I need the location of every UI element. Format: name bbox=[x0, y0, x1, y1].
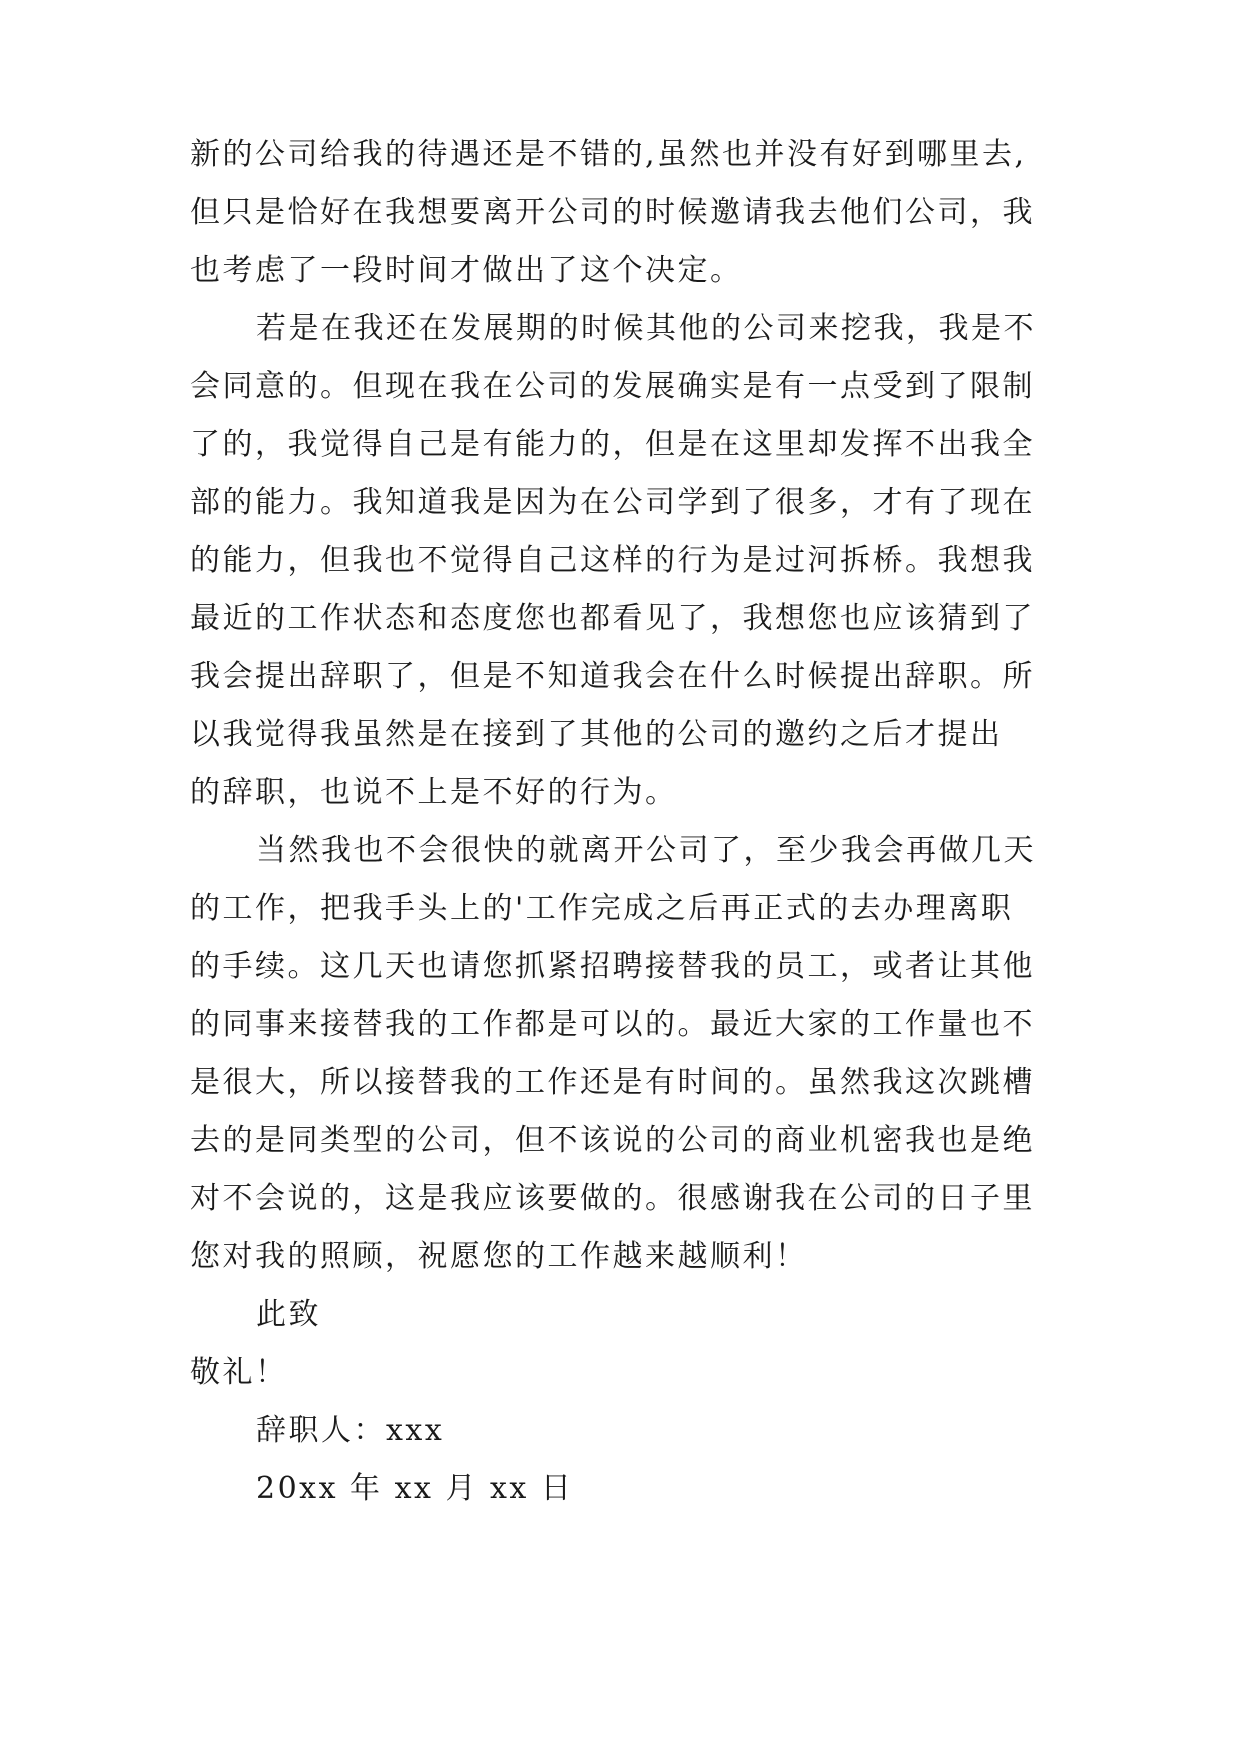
paragraph-3-line-4: 的同事来接替我的工作都是可以的。最近大家的工作量也不 bbox=[190, 1007, 1035, 1042]
closing-line: 此致 bbox=[256, 1297, 321, 1332]
paragraph-1-line-2: 但只是恰好在我想要离开公司的时候邀请我去他们公司，我 bbox=[190, 195, 1035, 230]
paragraph-3-line-8: 您对我的照顾，祝愿您的工作越来越顺利！ bbox=[190, 1239, 808, 1274]
paragraph-3-line-6: 去的是同类型的公司，但不该说的公司的商业机密我也是绝 bbox=[190, 1123, 1035, 1158]
paragraph-2-line-9: 的辞职，也说不上是不好的行为。 bbox=[190, 775, 678, 810]
paragraph-3-line-7: 对不会说的，这是我应该要做的。很感谢我在公司的日子里 bbox=[190, 1181, 1035, 1216]
paragraph-2-line-4: 部的能力。我知道我是因为在公司学到了很多，才有了现在 bbox=[190, 485, 1035, 520]
paragraph-2-line-1: 若是在我还在发展期的时候其他的公司来挖我，我是不 bbox=[256, 311, 1036, 346]
paragraph-1-line-3: 也考虑了一段时间才做出了这个决定。 bbox=[190, 253, 743, 288]
paragraph-1-line-1: 新的公司给我的待遇还是不错的,虽然也并没有好到哪里去, bbox=[190, 137, 1027, 172]
paragraph-3-line-2: 的工作，把我手头上的'工作完成之后再正式的去办理离职 bbox=[190, 891, 1014, 926]
paragraph-3-line-5: 是很大，所以接替我的工作还是有时间的。虽然我这次跳槽 bbox=[190, 1065, 1035, 1100]
signature-line: 辞职人：xxx bbox=[256, 1413, 445, 1448]
letter-body bbox=[190, 126, 1070, 1518]
paragraph-3-line-1: 当然我也不会很快的就离开公司了，至少我会再做几天 bbox=[256, 833, 1036, 868]
paragraph-2-line-7: 我会提出辞职了，但是不知道我会在什么时候提出辞职。所 bbox=[190, 659, 1035, 694]
date-line: 20xx 年 xx 月 xx 日 bbox=[256, 1471, 574, 1506]
paragraph-2-line-8: 以我觉得我虽然是在接到了其他的公司的邀约之后才提出 bbox=[190, 717, 1003, 752]
salutation-line: 敬礼！ bbox=[190, 1355, 288, 1390]
paragraph-2-line-6: 最近的工作状态和态度您也都看见了，我想您也应该猜到了 bbox=[190, 601, 1035, 636]
paragraph-3-line-3: 的手续。这几天也请您抓紧招聘接替我的员工，或者让其他 bbox=[190, 949, 1035, 984]
paragraph-2-line-3: 了的，我觉得自己是有能力的，但是在这里却发挥不出我全 bbox=[190, 427, 1035, 462]
paragraph-2-line-2: 会同意的。但现在我在公司的发展确实是有一点受到了限制 bbox=[190, 369, 1035, 404]
paragraph-2-line-5: 的能力，但我也不觉得自己这样的行为是过河拆桥。我想我 bbox=[190, 543, 1035, 578]
